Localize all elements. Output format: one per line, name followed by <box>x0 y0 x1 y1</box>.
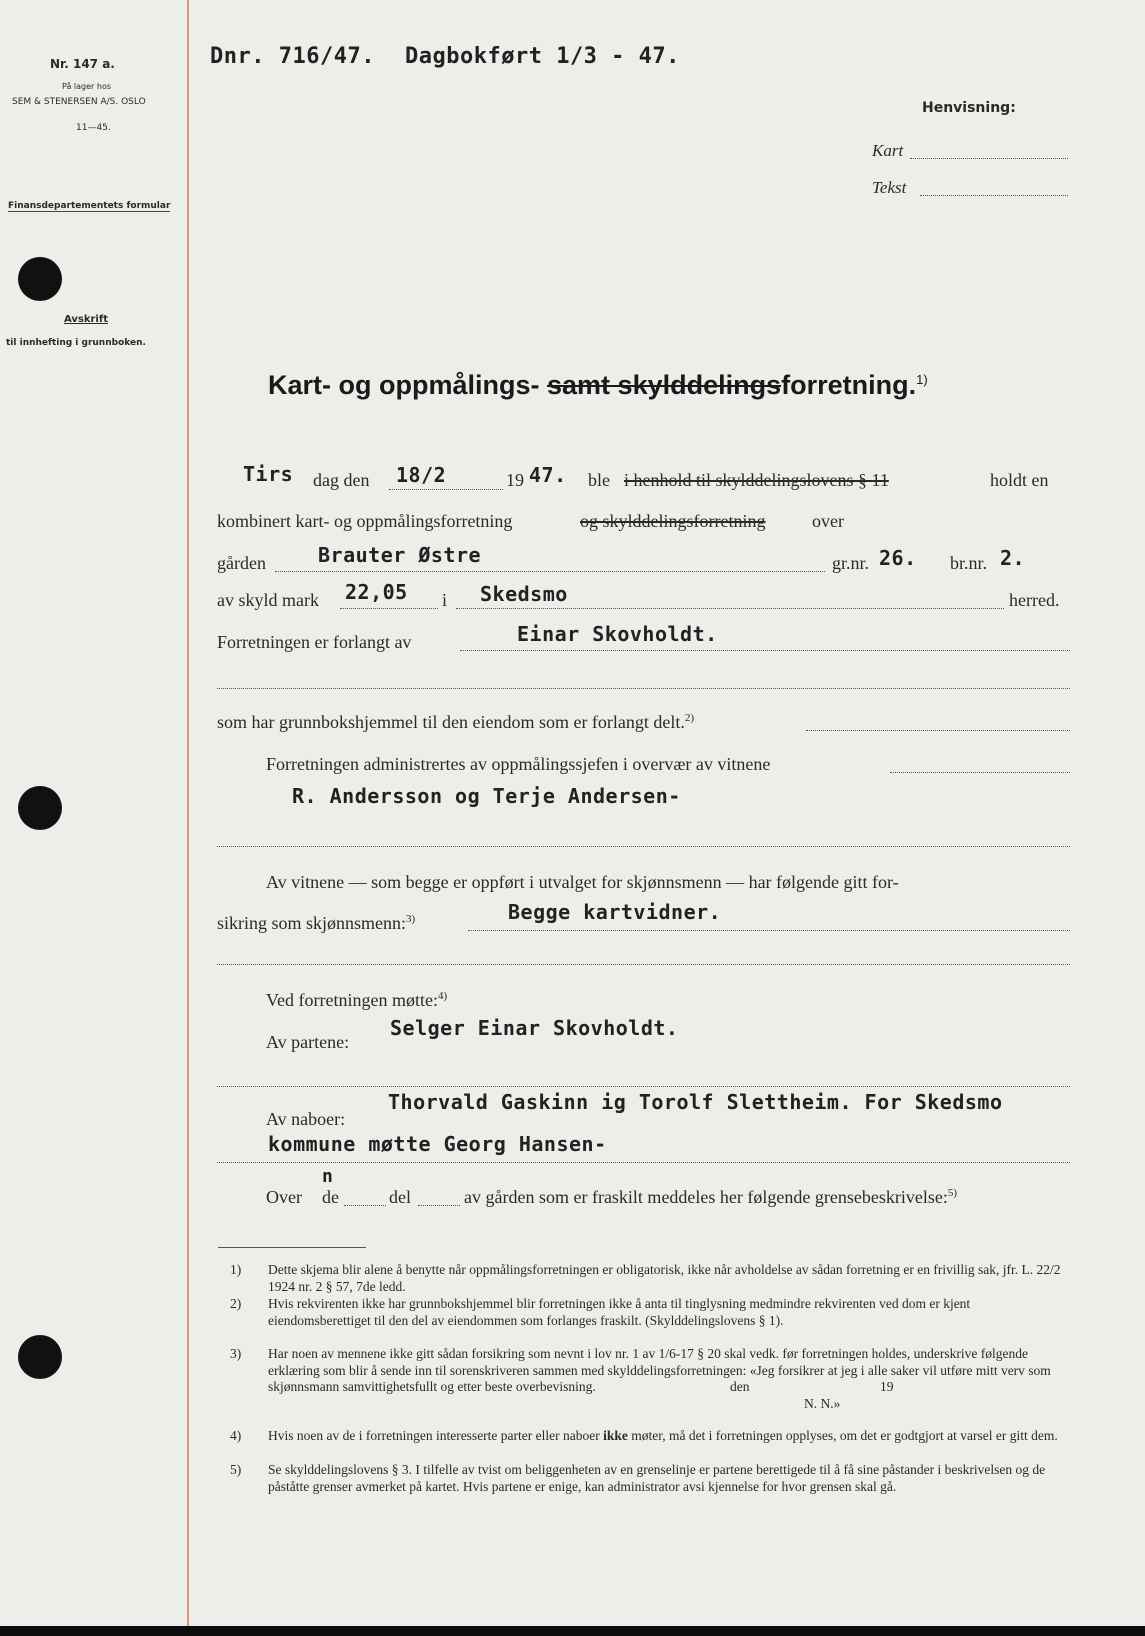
reference-title: Henvisning: <box>922 100 1016 116</box>
dotted-line <box>217 688 1070 689</box>
typed-brnr: 2. <box>1000 546 1026 570</box>
date-code: 11—45. <box>76 123 111 133</box>
label-holdt-en: holdt en <box>990 470 1049 490</box>
label-admin: Forretningen administrertes av oppmålingssjefen i overvær av vitnene <box>266 754 771 774</box>
scan-edge <box>0 1626 1145 1636</box>
struck-text: i henhold til skylddelingslovens § 11 <box>624 470 889 490</box>
typed-year: 47. <box>529 463 567 487</box>
label-brnr: br.nr. <box>950 553 988 573</box>
label-ble: ble <box>588 470 610 490</box>
ministry-label: Finansdepartementets formular <box>8 201 171 211</box>
footnote-5: 5) Se skylddelingslovens § 3. I tilfelle av tvist om beliggenheten av en grenselinje er partene berettigede til å få sine påstander i beskrivelsen og de påståtte grenser avmerket på kartet. Hvis partene er enige, kan administrator avsi kjennelse for hvor grensen skal gå. <box>230 1462 1046 1494</box>
dotted-line <box>460 650 1070 651</box>
label-over: over <box>812 511 844 531</box>
label-herred: herred. <box>1009 590 1060 610</box>
dotted-line <box>340 608 438 609</box>
label-kombinert: kombinert kart- og oppmålingsforretning <box>217 511 513 531</box>
dotted-line <box>217 1086 1070 1087</box>
punch-hole <box>18 1335 62 1379</box>
dotted-line <box>920 195 1068 196</box>
footnote-1: 1) Dette skjema blir alene å benytte når oppmålingsforretningen er obligatorisk, ikke når avholdelse av sådan forretning er en frivillig sak, jfr. L. 22/2 1924 nr. 2 § 57, 7de ledd. <box>230 1262 1061 1294</box>
typed-grnr: 26. <box>879 546 917 570</box>
reference-tekst: Tekst <box>872 178 907 197</box>
dotted-line <box>217 846 1070 847</box>
label-skyld: av skyld mark <box>217 590 319 610</box>
dotted-line <box>806 730 1070 731</box>
dotted-line <box>389 489 503 490</box>
footnote-3: 3) Har noen av mennene ikke gitt sådan forsikring som nevnt i lov nr. 1 av 1/6-17 § 20 skal vedk. før forretningen holdes, underskrive følgende erklæring som blir å sende inn til sorenskriveren sammen med skylddelingsforretningen: «Jeg forsikrer at jeg i alle saker vil utføre mitt verv som skjønnsmann samvittighetsfullt og etter beste overbevisning. den 19 N. N.» <box>230 1346 1051 1411</box>
label-over-del: Over <box>266 1187 302 1207</box>
label-del: del <box>389 1187 411 1207</box>
typed-requester: Einar Skovholdt. <box>517 622 718 646</box>
typed-vitnene: Begge kartvidner. <box>508 900 722 924</box>
label-over-de: de <box>322 1187 339 1207</box>
typed-naboer-line2: kommune møtte Georg Hansen- <box>268 1132 607 1156</box>
form-number: Nr. 147 a. <box>50 57 115 71</box>
typed-date: 18/2 <box>396 463 447 487</box>
dotted-line <box>456 608 1004 609</box>
copy-title: Avskrift <box>64 314 108 325</box>
struck-text: og skylddelingsforretning <box>580 511 766 531</box>
typed-herred: Skedsmo <box>480 582 568 606</box>
dotted-line <box>344 1205 386 1206</box>
margin-line <box>187 0 189 1636</box>
dotted-line <box>890 772 1070 773</box>
label-partene: Av partene: <box>266 1032 350 1052</box>
label-vitnene2: sikring som skjønnsmenn:$^{3)}$ <box>217 913 416 933</box>
label-vitnene1: Av vitnene — som begge er oppført i utvalget for skjønnsmenn — har følgende gitt for- <box>266 872 899 892</box>
dotted-line <box>217 964 1070 965</box>
label-i: i <box>442 590 448 610</box>
printer-line1: På lager hos <box>62 82 111 91</box>
dotted-line <box>910 158 1068 159</box>
label-garden: gården <box>217 553 266 573</box>
label-year-prefix: 19 <box>506 470 524 490</box>
label-dag-den: dag den <box>313 470 370 490</box>
journal-date: Dagbokført 1/3 - 47. <box>405 44 680 69</box>
footnote-2: 2) Hvis rekvirenten ikke har grunnbokshjemmel blir forretningen ikke å anta til tinglysning medmindre rekvirenten ved dom er kjent eiendomsberettiget til den del av eiendommen som forlanges fraskilt. (Skylddelingslovens § 1). <box>230 1296 971 1328</box>
copy-subtitle: til innhefting i grunnboken. <box>6 338 146 348</box>
punch-hole <box>18 257 62 301</box>
dotted-line <box>468 930 1070 931</box>
typed-over-n: n <box>322 1166 334 1187</box>
footnote-rule <box>218 1247 366 1248</box>
dotted-line <box>418 1205 460 1206</box>
printer-line2: SEM & STENERSEN A/S. OSLO <box>12 97 146 107</box>
label-grense: av gården som er fraskilt meddeles her følgende grensebeskrivelse:$^{5)}$ <box>464 1187 957 1207</box>
typed-skyld: 22,05 <box>345 580 408 604</box>
label-grunnbok: som har grunnbokshjemmel til den eiendom som er forlangt delt.$^{2)}$ <box>217 712 695 732</box>
label-forlangt: Forretningen er forlangt av <box>217 632 412 652</box>
dotted-line <box>275 571 825 572</box>
typed-weekday: Tirs <box>243 462 294 486</box>
label-motte: Ved forretningen møtte:$^{4)}$ <box>266 990 448 1010</box>
typed-witnesses: R. Andersson og Terje Andersen- <box>292 784 681 808</box>
dotted-line <box>217 1162 1070 1163</box>
typed-naboer-line1: Thorvald Gaskinn ig Torolf Slettheim. For Skedsmo <box>388 1090 1003 1114</box>
typed-partene: Selger Einar Skovholdt. <box>390 1016 679 1040</box>
label-naboer: Av naboer: <box>266 1109 346 1129</box>
typed-farm-name: Brauter Østre <box>318 543 482 567</box>
punch-hole <box>18 786 62 830</box>
reference-kart: Kart <box>872 141 904 160</box>
journal-number: Dnr. 716/47. <box>210 44 375 69</box>
document-heading: Kart- og oppmålings- samt skylddelingsforretning.$^{1)}$ <box>268 370 928 400</box>
footnote-4: 4) Hvis noen av de i forretningen interesserte parter eller naboer ikke møter, må det i forretningen opplyses, om det er godtgjort at varsel er gitt dem. <box>230 1428 1058 1443</box>
label-grnr: gr.nr. <box>832 553 870 573</box>
